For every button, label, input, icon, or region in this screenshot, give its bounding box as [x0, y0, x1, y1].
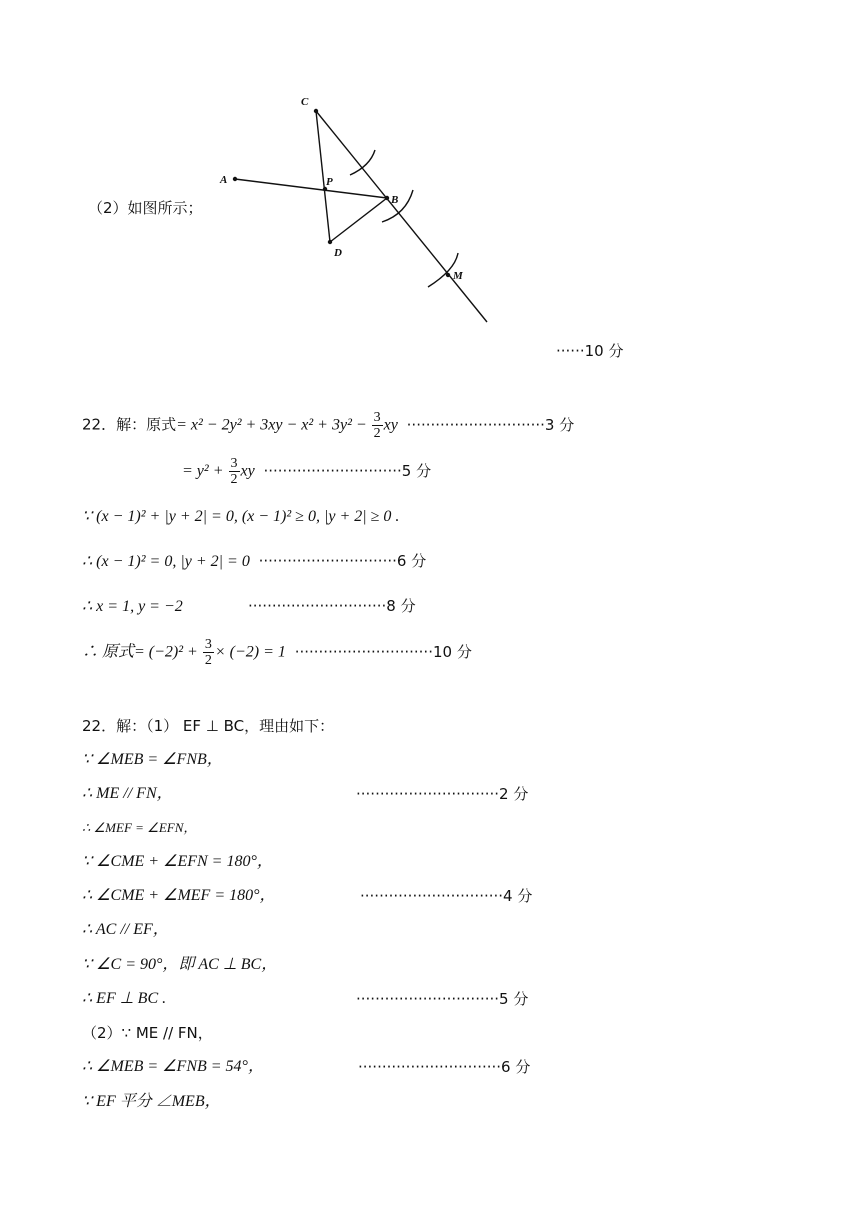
point-C: [314, 109, 318, 113]
q22b-l6: ∴ ∠CME + ∠MEF = 180°，: [82, 887, 276, 904]
q22b-l3-score: ······························2 分: [356, 785, 529, 803]
q22a-line2-frac: $\frac{3}{2}$: [230, 456, 238, 487]
q22b-l9-score: ······························5 分: [356, 990, 529, 1008]
q22a-line6-pre: ∴ 原式= (−2)² +: [82, 643, 202, 661]
q22b-l3: ∴ ME // FN，: [82, 785, 173, 802]
label-P: P: [326, 176, 333, 188]
q22a-heading: 22．解：原式: [82, 415, 177, 434]
q22b-l8: ∵ ∠C = 90°，即 AC ⊥ BC，: [82, 956, 278, 973]
point-B: [385, 196, 389, 200]
q22a-line6-score: ·····························10 分: [294, 642, 472, 661]
q22a-line2-expr: = y² +: [182, 462, 228, 480]
q22b-l11-score: ······························6 分: [358, 1058, 531, 1076]
q22a-line4-expr: ∴ (x − 1)² = 0, |y + 2| = 0: [82, 553, 250, 570]
part2-label: （2）如图所示；: [88, 199, 203, 217]
q22b-l10: （2）∵ ME // FN，: [82, 1024, 213, 1042]
q22a-line4-score: ·····························6 分: [258, 552, 427, 570]
arc-upper: [350, 150, 375, 175]
ray-CM: [316, 111, 487, 322]
q22a-line6-frac: $\frac{3}{2}$: [204, 637, 212, 668]
q22b-l6-score: ······························4 分: [360, 887, 533, 905]
q22b-l11: ∴ ∠MEB = ∠FNB = 54°，: [82, 1058, 264, 1075]
label-C: C: [301, 96, 309, 108]
point-M: [446, 273, 450, 277]
q22a-line1-expr: = x² − 2y² + 3xy − x² + 3y² −: [176, 416, 371, 434]
score-10-part2: ······10 分: [556, 342, 624, 360]
q22a-line4: [82, 551, 426, 572]
q22a-line1: [82, 410, 574, 441]
q22b-l12: ∵ EF 平分 ∠MEB，: [82, 1093, 221, 1110]
construction-figure: [210, 90, 510, 330]
label-M: M: [453, 270, 463, 282]
q22a-line1-tail: xy: [383, 416, 398, 434]
segment-AB: [235, 179, 387, 198]
q22b-l2: ∵ ∠MEB = ∠FNB，: [82, 751, 223, 768]
point-D: [328, 240, 332, 244]
q22a-line1-score: ·····························3 分: [406, 415, 575, 434]
q22b-l7: ∴ AC // EF，: [82, 921, 169, 938]
segment-DB: [330, 198, 387, 242]
label-B: B: [391, 194, 399, 206]
q22a-line3: ∵ (x − 1)² + |y + 2| = 0, (x − 1)² ≥ 0, |y + 2| ≥ 0 .: [82, 508, 400, 525]
q22b-l4: ∴ ∠MEF = ∠EFN，: [82, 820, 197, 835]
q22a-line5: [82, 596, 416, 617]
q22a-line2-score: ·····························5 分: [263, 461, 432, 480]
q22a-line6: [82, 637, 472, 668]
q22a-line2: [182, 456, 431, 487]
q22b-l1: 22．解：（1） EF ⊥ BC，理由如下：: [82, 717, 335, 735]
q22a-line5-score: ·····························8 分: [248, 597, 416, 615]
q22a-line6-tail: × (−2) = 1: [214, 643, 286, 661]
q22a-line2-tail: xy: [240, 462, 255, 480]
point-A: [233, 177, 237, 181]
q22a-line1-frac: $\frac{3}{2}$: [373, 410, 381, 441]
q22a-line5-expr: ∴ x = 1, y = −2: [82, 598, 183, 615]
q22b-l9: ∴ EF ⊥ BC .: [82, 990, 167, 1007]
q22b-l5: ∵ ∠CME + ∠EFN = 180°，: [82, 853, 273, 870]
label-D: D: [334, 247, 342, 259]
label-A: A: [220, 174, 228, 186]
